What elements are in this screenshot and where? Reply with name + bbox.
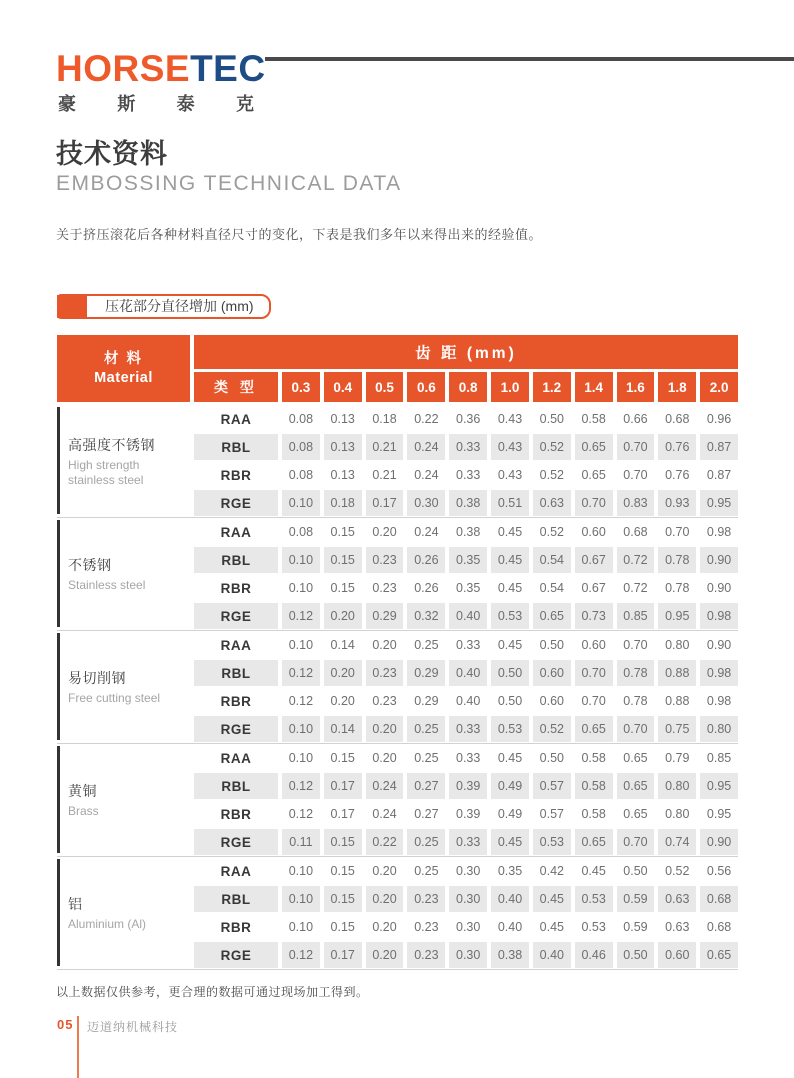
value-cell: 0.45 [497, 525, 523, 539]
value-cell: 0.33 [456, 638, 481, 652]
value-cell: 0.32 [407, 603, 445, 629]
value-cell: 0.68 [623, 525, 648, 539]
row-type-cell: RBR [220, 806, 252, 822]
row-type-cell: RBR [220, 919, 252, 935]
value-cell: 0.12 [282, 773, 320, 799]
value-cell: 0.70 [623, 638, 648, 652]
note-text: 以上数据仅供参考，更合理的数据可通过现场加工得到。 [56, 985, 369, 999]
row-type-cell: RBL [194, 547, 278, 573]
row-type-cell: RGE [194, 942, 278, 968]
material-cell [57, 406, 190, 516]
table-body [57, 405, 738, 970]
material-name-cn: 不锈钢 [68, 557, 112, 574]
value-cell: 0.10 [282, 886, 320, 912]
value-cell: 0.10 [282, 716, 320, 742]
value-cell: 0.15 [330, 920, 355, 934]
value-cell: 0.85 [617, 603, 655, 629]
value-cell: 0.23 [366, 547, 404, 573]
material-header-en: Material [94, 369, 153, 386]
value-cell: 0.98 [700, 660, 738, 686]
value-cell: 0.12 [282, 603, 320, 629]
intro-text: 关于挤压滚花后各种材料直径尺寸的变化，下表是我们多年以来得出来的经验值。 [56, 227, 543, 242]
pitch-column-header: 0.3 [282, 372, 320, 402]
value-cell: 0.78 [658, 547, 696, 573]
value-cell: 0.30 [449, 886, 487, 912]
value-cell: 0.20 [372, 751, 397, 765]
value-cell: 0.45 [497, 581, 523, 595]
value-cell: 0.18 [372, 412, 397, 426]
value-cell: 0.33 [449, 716, 487, 742]
value-cell: 0.90 [706, 638, 732, 652]
value-cell: 0.15 [324, 829, 362, 855]
value-cell: 0.66 [623, 412, 648, 426]
value-cell: 0.57 [539, 807, 564, 821]
value-cell: 0.17 [324, 773, 362, 799]
value-cell: 0.40 [456, 694, 481, 708]
value-cell: 0.33 [449, 434, 487, 460]
value-cell: 0.70 [581, 694, 606, 708]
value-cell: 0.24 [414, 525, 439, 539]
value-cell: 0.14 [330, 638, 355, 652]
material-header-cell [57, 335, 190, 402]
value-cell: 0.12 [282, 660, 320, 686]
value-cell: 0.63 [658, 886, 696, 912]
value-cell: 0.43 [497, 468, 523, 482]
value-cell: 0.52 [533, 716, 571, 742]
value-cell: 0.45 [497, 751, 523, 765]
row-type-cell: RAA [220, 411, 252, 427]
type-header-cell: 类 型 [194, 372, 278, 402]
material-name-en: Free cutting steel [68, 691, 161, 706]
data-table [57, 335, 738, 970]
value-cell: 0.95 [700, 773, 738, 799]
value-cell: 0.10 [282, 490, 320, 516]
row-type-cell: RBL [194, 773, 278, 799]
row-type-cell: RAA [220, 637, 252, 653]
material-name-en: High strength stainless steel [68, 458, 144, 487]
value-cell: 0.20 [372, 920, 397, 934]
value-cell: 0.30 [449, 942, 487, 968]
value-cell: 0.42 [539, 864, 564, 878]
value-cell: 0.70 [623, 468, 648, 482]
value-cell: 0.53 [581, 920, 606, 934]
value-cell: 0.70 [617, 829, 655, 855]
value-cell: 0.98 [700, 603, 738, 629]
material-name-cn: 高强度不锈钢 [68, 437, 155, 454]
value-cell: 0.39 [456, 807, 481, 821]
value-cell: 0.58 [581, 751, 606, 765]
value-cell: 0.45 [539, 920, 564, 934]
value-cell: 0.75 [658, 716, 696, 742]
value-cell: 0.79 [665, 751, 690, 765]
value-cell: 0.24 [366, 773, 404, 799]
value-cell: 0.70 [575, 490, 613, 516]
row-type-cell: RGE [194, 716, 278, 742]
value-cell: 0.53 [491, 603, 529, 629]
value-cell: 0.33 [449, 829, 487, 855]
value-cell: 0.23 [372, 694, 397, 708]
value-cell: 0.83 [617, 490, 655, 516]
logo-text-tec: TEC [190, 48, 266, 89]
logo-text-horse: HORSE [56, 48, 191, 89]
value-cell: 0.35 [497, 864, 523, 878]
value-cell: 0.67 [575, 547, 613, 573]
value-cell: 0.13 [324, 434, 362, 460]
value-cell: 0.40 [449, 603, 487, 629]
material-group [57, 857, 738, 970]
value-cell: 0.52 [533, 434, 571, 460]
value-cell: 0.60 [658, 942, 696, 968]
value-cell: 0.40 [491, 886, 529, 912]
value-cell: 0.59 [623, 920, 648, 934]
value-cell: 0.63 [533, 490, 571, 516]
value-cell: 0.50 [497, 694, 523, 708]
value-cell: 0.10 [288, 864, 314, 878]
value-cell: 0.60 [581, 525, 606, 539]
value-cell: 0.17 [366, 490, 404, 516]
row-type-cell: RBL [194, 886, 278, 912]
value-cell: 0.60 [539, 694, 564, 708]
value-cell: 0.45 [533, 886, 571, 912]
value-cell: 0.08 [288, 525, 314, 539]
value-cell: 0.70 [575, 660, 613, 686]
value-cell: 0.23 [407, 942, 445, 968]
value-cell: 0.25 [407, 829, 445, 855]
value-cell: 0.52 [539, 525, 564, 539]
value-cell: 0.40 [497, 920, 523, 934]
value-cell: 0.39 [449, 773, 487, 799]
value-cell: 0.95 [706, 807, 732, 821]
value-cell: 0.68 [700, 886, 738, 912]
value-cell: 0.20 [366, 716, 404, 742]
value-cell: 0.24 [407, 434, 445, 460]
value-cell: 0.10 [288, 638, 314, 652]
value-cell: 0.59 [617, 886, 655, 912]
logo-chinese [58, 90, 254, 116]
top-rule [265, 57, 794, 61]
value-cell: 0.80 [658, 773, 696, 799]
value-cell: 0.65 [575, 829, 613, 855]
value-cell: 0.45 [497, 638, 523, 652]
value-cell: 0.73 [575, 603, 613, 629]
value-cell: 0.95 [658, 603, 696, 629]
value-cell: 0.22 [414, 412, 439, 426]
value-cell: 0.13 [330, 412, 355, 426]
material-group [57, 518, 738, 631]
value-cell: 0.20 [366, 886, 404, 912]
value-cell: 0.25 [414, 638, 439, 652]
value-cell: 0.40 [449, 660, 487, 686]
value-cell: 0.72 [623, 581, 648, 595]
value-cell: 0.53 [491, 716, 529, 742]
value-cell: 0.70 [617, 434, 655, 460]
value-cell: 0.68 [665, 412, 690, 426]
value-cell: 0.08 [288, 468, 314, 482]
section-square-icon [57, 295, 87, 318]
value-cell: 0.50 [617, 942, 655, 968]
pitch-column-header: 1.2 [533, 372, 571, 402]
pitch-column-header: 2.0 [700, 372, 738, 402]
value-cell: 0.20 [324, 603, 362, 629]
page-subtitle: EMBOSSING TECHNICAL DATA [56, 172, 402, 195]
value-cell: 0.54 [533, 547, 571, 573]
value-cell: 0.23 [414, 920, 439, 934]
material-cell [57, 519, 190, 629]
value-cell: 0.25 [414, 864, 439, 878]
value-cell: 0.15 [330, 525, 355, 539]
material-name-en: Stainless steel [68, 578, 146, 593]
value-cell: 0.78 [617, 660, 655, 686]
value-cell: 0.76 [658, 434, 696, 460]
value-cell: 0.46 [575, 942, 613, 968]
row-type-cell: RBR [220, 693, 252, 709]
footer-company: 迈道纳机械科技 [87, 1020, 179, 1034]
value-cell: 0.90 [700, 829, 738, 855]
value-cell: 0.26 [407, 547, 445, 573]
value-cell: 0.20 [324, 660, 362, 686]
row-type-cell: RBR [220, 580, 252, 596]
pitch-column-header: 0.8 [449, 372, 487, 402]
value-cell: 0.87 [706, 468, 732, 482]
material-group [57, 631, 738, 744]
row-type-cell: RBL [194, 434, 278, 460]
pitch-column-header: 1.6 [617, 372, 655, 402]
value-cell: 0.63 [665, 920, 690, 934]
material-name-cn: 黄铜 [68, 783, 97, 800]
value-cell: 0.20 [372, 864, 397, 878]
value-cell: 0.17 [330, 807, 355, 821]
value-cell: 0.98 [706, 694, 732, 708]
row-type-cell: RAA [220, 863, 252, 879]
section-label-text: 压花部分直径增加 (mm) [57, 294, 271, 319]
value-cell: 0.15 [330, 751, 355, 765]
value-cell: 0.30 [456, 920, 481, 934]
value-cell: 0.29 [366, 603, 404, 629]
value-cell: 0.13 [330, 468, 355, 482]
value-cell: 0.67 [581, 581, 606, 595]
value-cell: 0.57 [533, 773, 571, 799]
logo-chinese-char: 泰 [176, 94, 195, 114]
value-cell: 0.27 [414, 807, 439, 821]
value-cell: 0.50 [539, 638, 564, 652]
value-cell: 0.25 [407, 716, 445, 742]
value-cell: 0.23 [372, 581, 397, 595]
value-cell: 0.56 [706, 864, 732, 878]
value-cell: 0.30 [407, 490, 445, 516]
logo-chinese-char: 斯 [117, 94, 136, 114]
pitch-header-cell: 齿 距 (mm) [194, 335, 738, 369]
value-cell: 0.60 [581, 638, 606, 652]
value-cell: 0.21 [372, 468, 397, 482]
material-cell [57, 632, 190, 742]
value-cell: 0.68 [706, 920, 732, 934]
row-type-cell: RBL [194, 660, 278, 686]
value-cell: 0.78 [623, 694, 648, 708]
value-cell: 0.38 [449, 490, 487, 516]
value-cell: 0.72 [617, 547, 655, 573]
value-cell: 0.45 [581, 864, 606, 878]
value-cell: 0.20 [372, 638, 397, 652]
value-cell: 0.98 [706, 525, 732, 539]
material-cell [57, 858, 190, 968]
logo-chinese-char: 豪 [58, 94, 76, 114]
value-cell: 0.78 [665, 581, 690, 595]
value-cell: 0.96 [706, 412, 732, 426]
page-number: 05 [57, 1017, 74, 1032]
material-header-cn: 材 料 [103, 350, 144, 367]
table-header [57, 335, 738, 402]
value-cell: 0.15 [330, 581, 355, 595]
value-cell: 0.95 [700, 490, 738, 516]
value-cell: 0.33 [456, 468, 481, 482]
value-cell: 0.53 [533, 829, 571, 855]
value-cell: 0.20 [366, 942, 404, 968]
value-cell: 0.43 [497, 412, 523, 426]
value-cell: 0.10 [288, 751, 314, 765]
value-cell: 0.65 [581, 468, 606, 482]
row-type-cell: RAA [220, 750, 252, 766]
value-cell: 0.08 [282, 434, 320, 460]
value-cell: 0.36 [456, 412, 481, 426]
value-cell: 0.50 [491, 660, 529, 686]
value-cell: 0.87 [700, 434, 738, 460]
value-cell: 0.14 [324, 716, 362, 742]
pitch-column-header: 1.0 [491, 372, 529, 402]
value-cell: 0.65 [575, 434, 613, 460]
value-cell: 0.33 [456, 751, 481, 765]
value-cell: 0.65 [533, 603, 571, 629]
value-cell: 0.50 [539, 412, 564, 426]
value-cell: 0.58 [581, 412, 606, 426]
row-type-cell: RAA [220, 524, 252, 540]
page-title: 技术资料 [56, 139, 168, 169]
value-cell: 0.88 [665, 694, 690, 708]
value-cell: 0.93 [658, 490, 696, 516]
logo [56, 50, 266, 87]
pitch-column-header: 0.6 [407, 372, 445, 402]
value-cell: 0.23 [407, 886, 445, 912]
pitch-column-header: 1.8 [658, 372, 696, 402]
value-cell: 0.21 [366, 434, 404, 460]
value-cell: 0.54 [539, 581, 564, 595]
value-cell: 0.11 [282, 829, 320, 855]
value-cell: 0.58 [581, 807, 606, 821]
value-cell: 0.38 [456, 525, 481, 539]
value-cell: 0.65 [575, 716, 613, 742]
value-cell: 0.51 [491, 490, 529, 516]
value-cell: 0.52 [665, 864, 690, 878]
value-cell: 0.80 [700, 716, 738, 742]
material-name-en: Brass [68, 804, 99, 819]
value-cell: 0.12 [288, 694, 314, 708]
value-cell: 0.17 [324, 942, 362, 968]
value-cell: 0.22 [366, 829, 404, 855]
material-name-en: Aluminium (Al) [68, 917, 147, 932]
value-cell: 0.88 [658, 660, 696, 686]
value-cell: 0.18 [324, 490, 362, 516]
pitch-column-header: 0.5 [366, 372, 404, 402]
value-cell: 0.85 [706, 751, 732, 765]
value-cell: 0.30 [456, 864, 481, 878]
value-cell: 0.90 [700, 547, 738, 573]
value-cell: 0.74 [658, 829, 696, 855]
value-cell: 0.53 [575, 886, 613, 912]
material-name-cn: 铝 [68, 896, 83, 913]
row-type-cell: RBR [220, 467, 252, 483]
material-cell [57, 745, 190, 855]
row-type-cell: RGE [194, 490, 278, 516]
value-cell: 0.24 [372, 807, 397, 821]
value-cell: 0.20 [372, 525, 397, 539]
value-cell: 0.25 [414, 751, 439, 765]
value-cell: 0.29 [407, 660, 445, 686]
value-cell: 0.58 [575, 773, 613, 799]
material-group [57, 744, 738, 857]
value-cell: 0.80 [665, 807, 690, 821]
value-cell: 0.15 [324, 547, 362, 573]
value-cell: 0.27 [407, 773, 445, 799]
row-type-cell: RGE [194, 603, 278, 629]
value-cell: 0.35 [456, 581, 481, 595]
value-cell: 0.20 [330, 694, 355, 708]
value-cell: 0.10 [288, 581, 314, 595]
value-cell: 0.35 [449, 547, 487, 573]
value-cell: 0.52 [539, 468, 564, 482]
logo-chinese-char: 克 [235, 94, 254, 114]
value-cell: 0.26 [414, 581, 439, 595]
value-cell: 0.65 [700, 942, 738, 968]
value-cell: 0.23 [366, 660, 404, 686]
value-cell: 0.45 [491, 829, 529, 855]
row-type-cell: RGE [194, 829, 278, 855]
value-cell: 0.43 [491, 434, 529, 460]
value-cell: 0.65 [623, 807, 648, 821]
pitch-column-header: 1.4 [575, 372, 613, 402]
section-label [57, 294, 271, 319]
value-cell: 0.50 [539, 751, 564, 765]
value-cell: 0.40 [533, 942, 571, 968]
value-cell: 0.24 [414, 468, 439, 482]
value-cell: 0.38 [491, 942, 529, 968]
pitch-column-header: 0.4 [324, 372, 362, 402]
value-cell: 0.15 [330, 864, 355, 878]
value-cell: 0.50 [623, 864, 648, 878]
value-cell: 0.15 [324, 886, 362, 912]
material-group [57, 405, 738, 518]
value-cell: 0.29 [414, 694, 439, 708]
value-cell: 0.12 [282, 942, 320, 968]
value-cell: 0.60 [533, 660, 571, 686]
value-cell: 0.65 [623, 751, 648, 765]
value-cell: 0.12 [288, 807, 314, 821]
value-cell: 0.65 [617, 773, 655, 799]
value-cell: 0.49 [497, 807, 523, 821]
value-cell: 0.90 [706, 581, 732, 595]
value-cell: 0.76 [665, 468, 690, 482]
footer-divider [77, 1016, 79, 1078]
value-cell: 0.70 [617, 716, 655, 742]
material-name-cn: 易切削钢 [68, 670, 126, 687]
value-cell: 0.08 [288, 412, 314, 426]
value-cell: 0.45 [491, 547, 529, 573]
value-cell: 0.10 [288, 920, 314, 934]
value-cell: 0.10 [282, 547, 320, 573]
value-cell: 0.80 [665, 638, 690, 652]
value-cell: 0.70 [665, 525, 690, 539]
value-cell: 0.49 [491, 773, 529, 799]
